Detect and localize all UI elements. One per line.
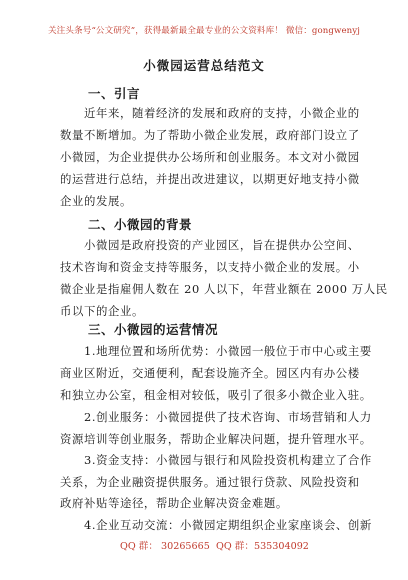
paragraph-line: 小微园，为企业提供办公场所和创业服务。本文对小微园: [60, 150, 360, 164]
paragraph-line: 3.资金支持：小微园与银行和风险投资机构建立了合作: [84, 453, 372, 467]
footer-qq-group-1: QQ 群： 30265665: [120, 541, 210, 552]
paragraph-line: 资源培训等创业服务，帮助企业解决问题，提升管理水平。: [60, 432, 372, 446]
paragraph-line: 的运营进行总结，并提出改进建议，以期更好地支持小微: [60, 172, 360, 186]
section-heading-background: 二、小微园的背景: [88, 217, 193, 232]
paragraph-line: 近年来，随着经济的发展和政府的支持，小微企业的: [84, 106, 360, 120]
header-banner: 关注头条号“公文研究”，获得最新最全最专业的公文资料库！ 微信：gongwenyj: [47, 26, 361, 36]
paragraph-line: 商业区附近，交通便利，配套设施齐全。园区内有办公楼: [60, 366, 360, 380]
paragraph-line: 币以下的企业。: [60, 304, 144, 318]
paragraph-line: 技术咨询和资金支持等服务，以支持小微企业的发展。小: [60, 260, 360, 274]
paragraph-line: 2.创业服务：小微园提供了技术咨询、市场营销和人力: [84, 410, 372, 424]
paragraph-line: 政府补贴等途径，帮助企业解决资金难题。: [60, 496, 288, 510]
section-heading-intro: 一、引言: [88, 86, 141, 101]
paragraph-line: 数量不断增加。为了帮助小微企业发展，政府部门设立了: [60, 128, 360, 142]
paragraph-line: 小微园是政府投资的产业园区，旨在提供办公空间、: [84, 238, 360, 252]
footer-qq-group-2: QQ 群：535304092: [216, 541, 309, 552]
paragraph-line: 微企业是指雇佣人数在 20 人以下，年营业额在 2000 万人民: [60, 282, 388, 296]
footer: [0, 538, 408, 558]
paragraph-line: 和独立办公室，租金相对较低，吸引了很多小微企业入驻。: [60, 388, 372, 402]
paragraph-line: 4.企业互动交流：小微园定期组织企业家座谈会、创新: [84, 518, 372, 532]
document-title: 小微园运营总结范文: [143, 58, 265, 73]
paragraph-line: 关系，为企业融资提供服务。通过银行贷款、风险投资和: [60, 475, 360, 489]
section-heading-operations: 三、小微园的运营情况: [88, 322, 219, 337]
paragraph-line: 企业的发展。: [60, 194, 132, 208]
paragraph-line: 1.地理位置和场所优势：小微园一般位于市中心或主要: [84, 344, 372, 358]
